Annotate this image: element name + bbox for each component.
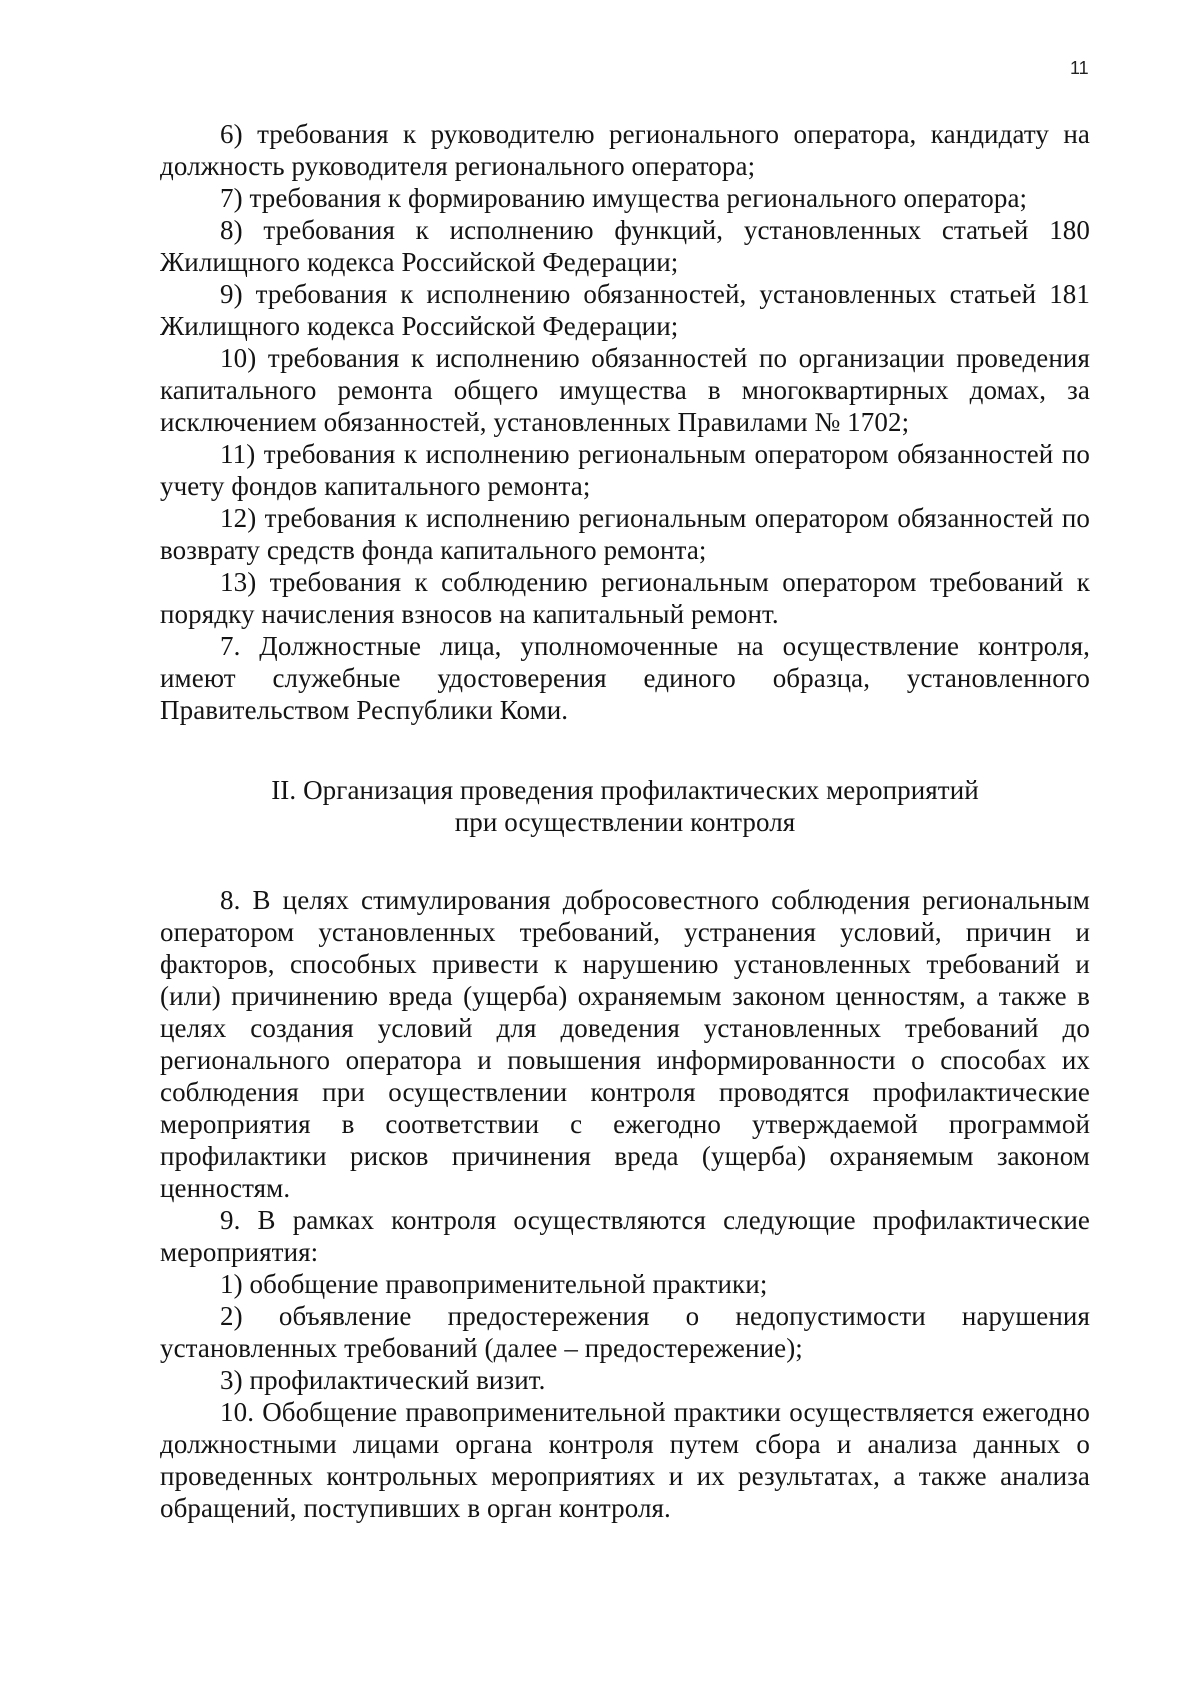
page-number: 11 [1070, 58, 1089, 78]
list-item-10: 10) требования к исполнению обязанностей по организации проведения капитального ремонта общего имущества в многоквартирных домах, за исключением обязанностей, установленных Правилами № 1702; [160, 343, 1090, 437]
requirements-list [160, 118, 1090, 726]
section-heading-line1: II. Организация проведения профилактических мероприятий [271, 775, 979, 805]
list-item-6: 6) требования к руководителю регионального оператора, кандидату на должность руководителя регионального оператора; [160, 119, 1090, 181]
section-heading-line2: при осуществлении контроля [454, 807, 796, 837]
list-item-9: 9) требования к исполнению обязанностей, установленных статьей 181 Жилищного кодекса Российской Федерации; [160, 279, 1090, 341]
list-item-7: 7) требования к формированию имущества регионального оператора; [220, 183, 1028, 213]
clause-10: 10. Обобщение правоприменительной практики осуществляется ежегодно должностными лицами органа контроля путем сбора и анализа данных о проведенных контрольных мероприятиях и их результатах, а также анализа обращений, поступивших в орган контроля. [160, 1397, 1090, 1523]
list-item-8: 8) требования к исполнению функций, установленных статьей 180 Жилищного кодекса Российской Федерации; [160, 215, 1090, 277]
section-heading [160, 774, 1090, 838]
clause-9-item-2: 2) объявление предостережения о недопустимости нарушения установленных требований (далее – предостережение); [160, 1301, 1090, 1363]
clause-9-item-1: 1) обобщение правоприменительной практики; [220, 1269, 768, 1299]
list-item-11: 11) требования к исполнению региональным оператором обязанностей по учету фондов капитального ремонта; [160, 439, 1090, 501]
document-body [160, 118, 1090, 1524]
section-two-body [160, 884, 1090, 1524]
list-item-12: 12) требования к исполнению региональным оператором обязанностей по возврату средств фонда капитального ремонта; [160, 503, 1090, 565]
list-item-13: 13) требования к соблюдению региональным оператором требований к порядку начисления взносов на капитальный ремонт. [160, 567, 1090, 629]
clause-8: 8. В целях стимулирования добросовестного соблюдения региональным оператором установленных требований, устранения условий, причин и факторов, способных привести к нарушению установленных требований и (или) причинению вреда (ущерба) охраняемым законом ценностям, а также в целях создания условий для доведения установленных требований до регионального оператора и повышения информированности о способах их соблюдения при осуществлении контроля проводятся профилактические мероприятия в соответствии с ежегодно утверждаемой программой профилактики рисков причинения вреда (ущерба) охраняемым законом ценностям. [160, 885, 1090, 1203]
clause-9: 9. В рамках контроля осуществляются следующие профилактические мероприятия: [160, 1205, 1090, 1267]
clause-7: 7. Должностные лица, уполномоченные на осуществление контроля, имеют служебные удостоверения единого образца, установленного Правительством Республики Коми. [160, 631, 1090, 725]
clause-9-item-3: 3) профилактический визит. [220, 1365, 546, 1395]
